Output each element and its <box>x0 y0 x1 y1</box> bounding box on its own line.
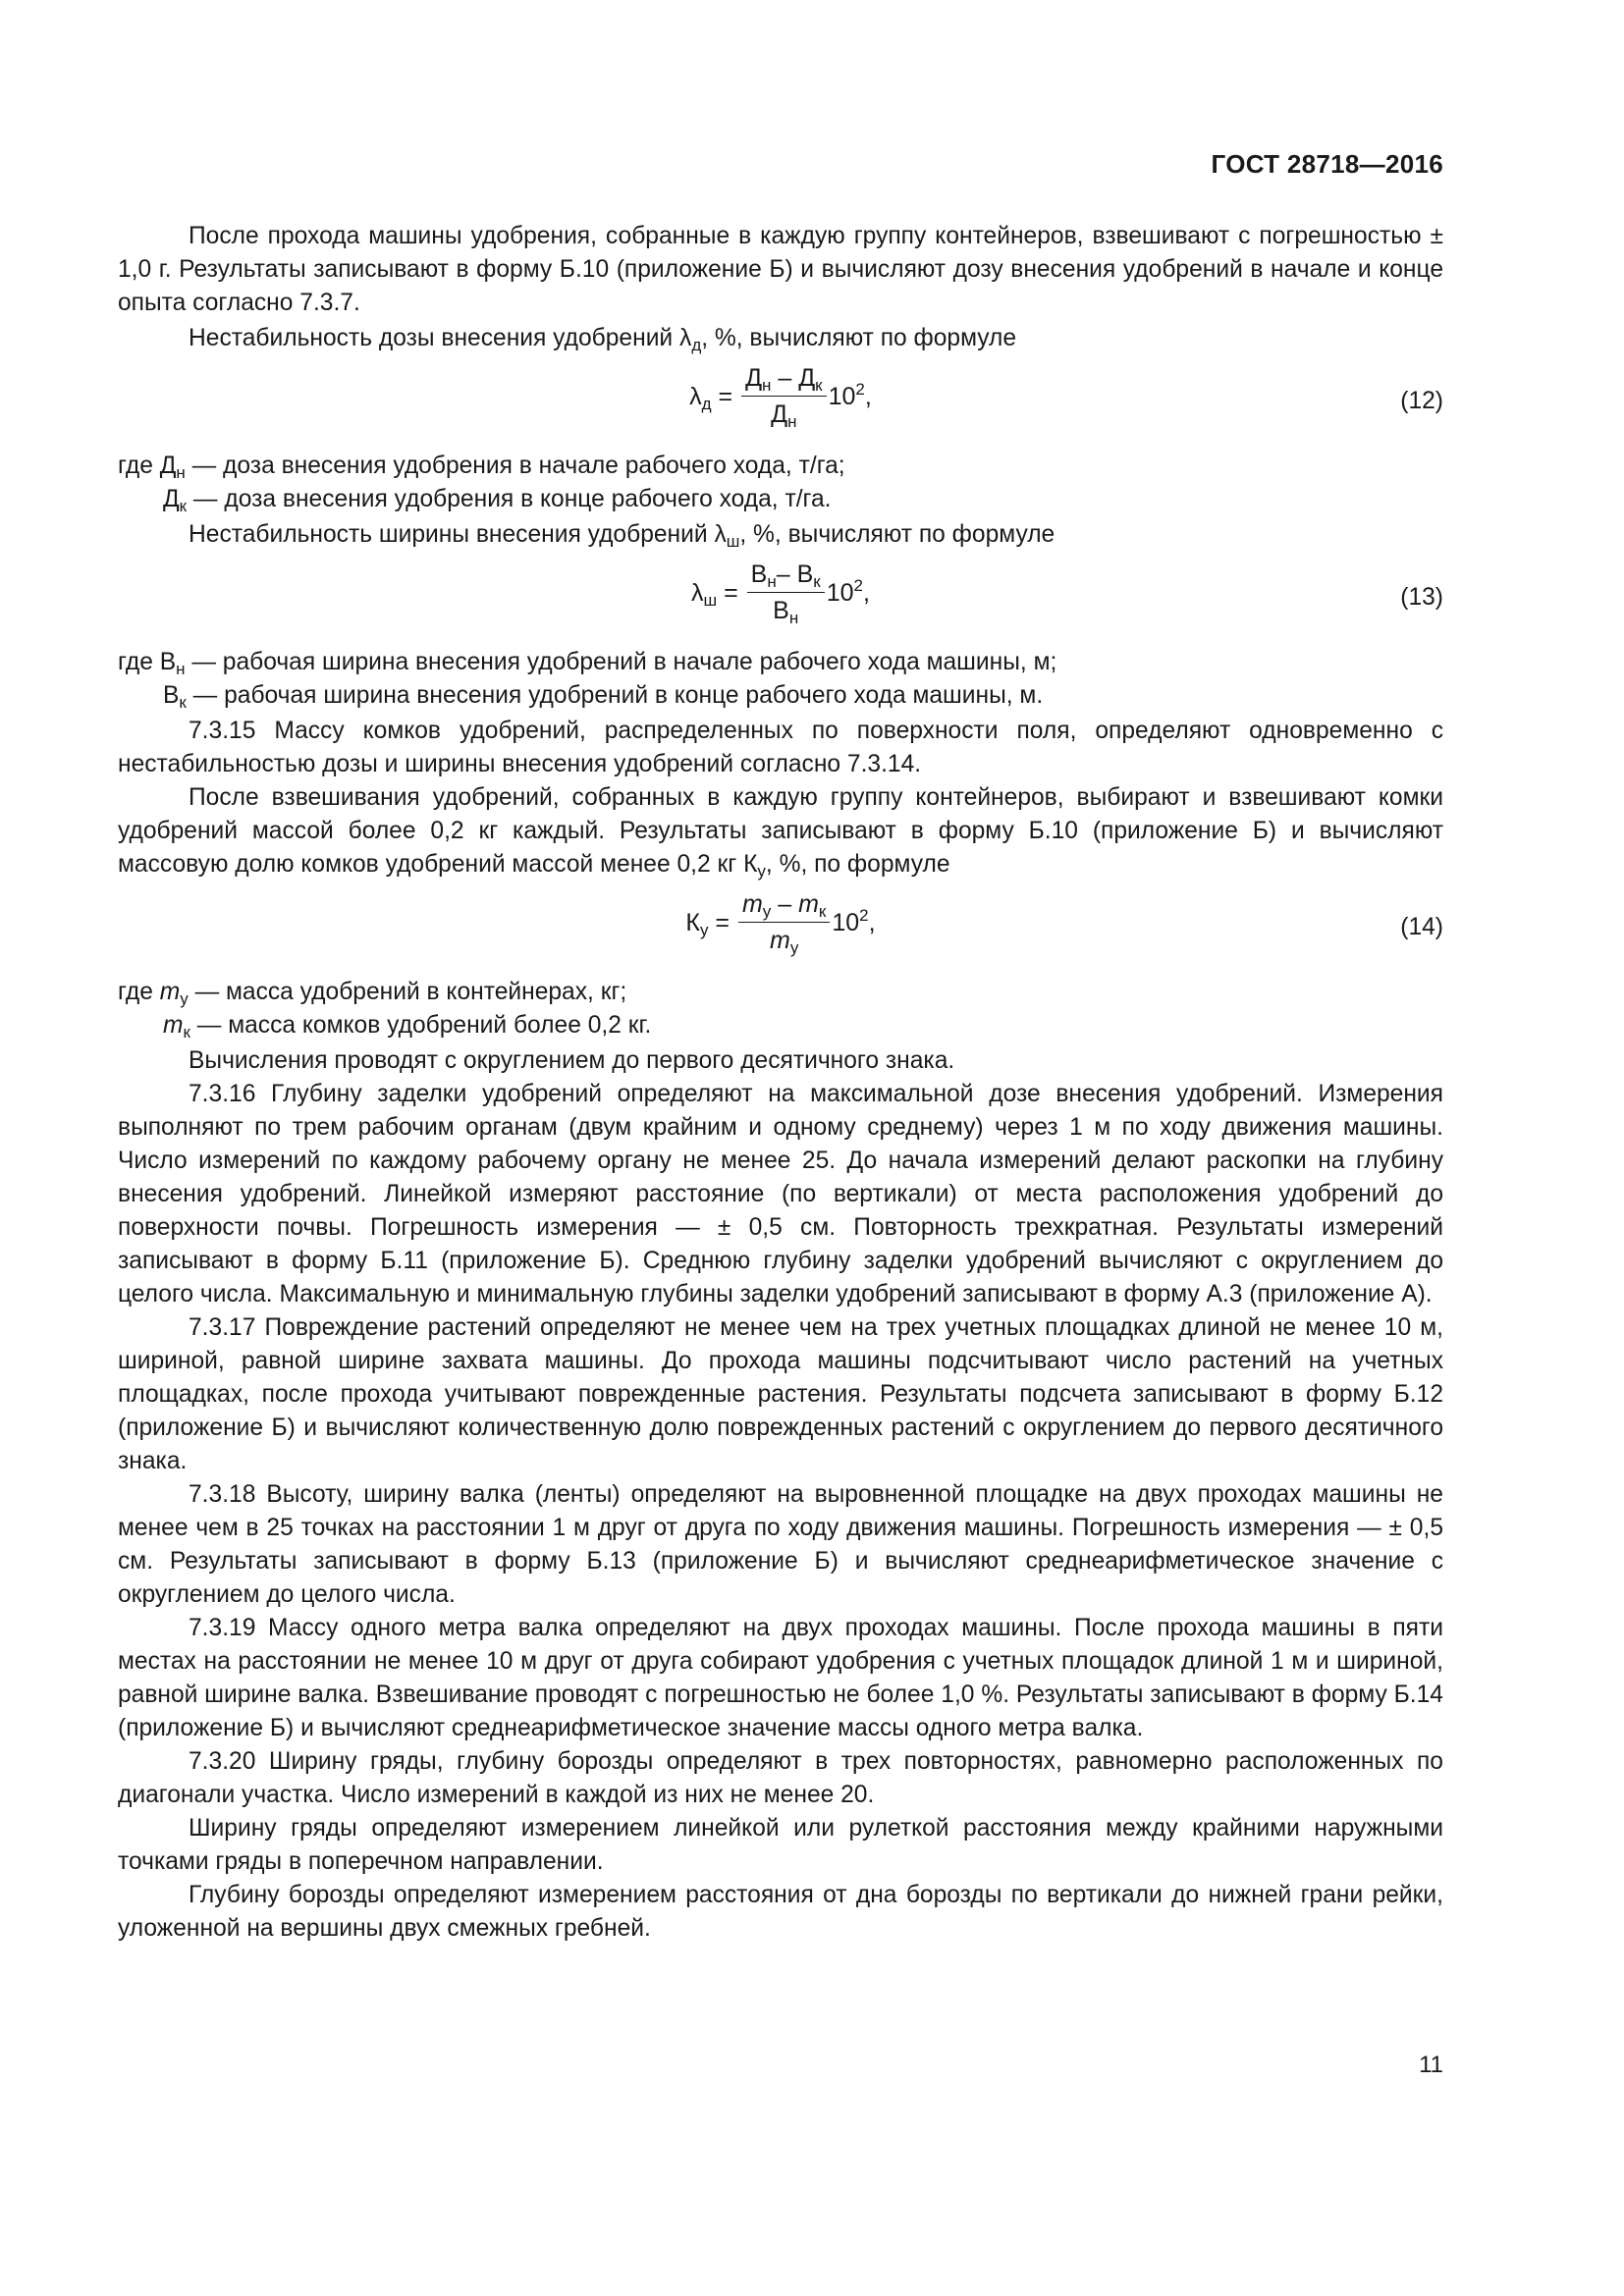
f14-denominator: $m_у$ <box>770 927 799 957</box>
paragraph-p7: 7.3.16 Глубину заделки удобрений определяют на максимальной дозе внесения удобрений. Измерения выполняют по трем рабочим органам (двум крайним и одному среднему) через 1 м по ходу движения машины. Число измерений по каждому рабочему органу не менее 25. До начала измерений делают раскопки на глубину внесения удобрений. Линейкой измеряют расстояние (по вертикали) от места расположения удобрений до поверхности почвы. Погрешность измерения — ± 0,5 см. Повторность трехкратная. Результаты измерений записывают в форму Б.11 (приложение Б). Среднюю глубину заделки удобрений вычисляют с округлением до целого числа. Максимальную и минимальную глубины заделки удобрений записывают в форму А.3 (приложение А). <box>118 1081 1443 1308</box>
paragraph-p5: После взвешивания удобрений, собранных в каждую группу контейнеров, выбирают и взвешивают комки удобрений массой более 0,2 кг каждый. Результаты записывают в форму Б.10 (приложение Б) и вычисляют массовую долю комков удобрений массой менее 0,2 кг $К_у$, %, по формуле <box>118 784 1443 881</box>
paragraph-p1: После прохода машины удобрения, собранные в каждую группу контейнеров, взвешивают с погрешностью ± 1,0 г. Результаты записывают в форму Б.10 (приложение Б) и вычисляют дозу внесения удобрений в начале и конце опыта согласно 7.3.7. <box>118 223 1443 316</box>
formula-14-expression <box>118 887 1443 957</box>
f14-numerator: $m_у - m_к$ <box>738 887 830 923</box>
where-14-1: где $m_у$ — масса удобрений в контейнерах, кг; <box>118 979 627 1008</box>
formula-13-number: (13) <box>1400 584 1443 611</box>
page-number: 11 <box>1419 2052 1443 2078</box>
f12-lhs: $\lambda_д$ <box>689 382 712 413</box>
paragraph-p11: 7.3.20 Ширину гряды, глубину борозды определяют в трех повторностях, равномерно расположенных по диагонали участка. Число измерений в каждой из них не менее 20. <box>118 1748 1443 1808</box>
f13-equals: = <box>717 578 745 607</box>
f12-fraction <box>741 361 827 431</box>
formula-12 <box>118 361 1443 446</box>
formula-12-number: (12) <box>1400 388 1443 414</box>
f14-multiplier: $10^2$, <box>832 905 876 936</box>
formula-14 <box>118 887 1443 972</box>
f13-numerator: $В_н-$ $В_к$ <box>747 558 825 593</box>
formula-13-expression <box>118 558 1443 627</box>
where-12-2: $Д_к$ — доза внесения удобрения в конце рабочего хода, т/га. <box>163 486 832 515</box>
f13-denominator: $В_н$ <box>773 597 799 627</box>
paragraph-p10: 7.3.19 Массу одного метра валка определяют на двух проходах машины. После прохода машины в пяти местах на расстоянии не менее 10 м друг от друга собирают удобрения с учетных площадок длиной 1 м и шириной, равной ширине валка. Взвешивание проводят с погрешностью не более 1,0 %. Результаты записывают в форму Б.14 (приложение Б) и вычисляют среднеарифметическое значение массы одного метра валка. <box>118 1615 1443 1741</box>
document-body <box>118 220 1443 1946</box>
paragraph-p12: Ширину гряды определяют измерением линейкой или рулеткой расстояния между крайними наружными точками гряды в поперечном направлении. <box>118 1815 1443 1875</box>
paragraph-p2 <box>118 322 1443 355</box>
f12-denominator: $Д_н$ <box>771 400 797 431</box>
where-12-1: где $Д_н$ — доза внесения удобрения в начале рабочего хода, т/га; <box>118 453 845 482</box>
f14-fraction <box>738 887 830 957</box>
where-13-1: где $В_н$ — рабочая ширина внесения удобрений в начале рабочего хода машины, м; <box>118 649 1057 678</box>
paragraph-p9: 7.3.18 Высоту, ширину валка (ленты) определяют на выровненной площадке на двух проходах машины не менее чем в 25 точках на расстоянии 1 м друг от друга по ходу движения машины. Погрешность измерения — ± 0,5 см. Результаты записывают в форму Б.13 (приложение Б) и вычисляют среднеарифметическое значение с округлением до целого числа. <box>118 1481 1443 1608</box>
formula-12-expression <box>118 361 1443 431</box>
f13-fraction <box>747 558 825 627</box>
where-13-2: $В_к$ — рабочая ширина внесения удобрений в конце рабочего хода машины, м. <box>163 682 1044 712</box>
paragraph-p6: Вычисления проводят с округлением до первого десятичного знака. <box>189 1047 955 1074</box>
f13-multiplier: $10^2$, <box>826 575 870 607</box>
f13-lhs: $\lambda_ш$ <box>691 578 718 610</box>
where-14-2: $m_к$ — масса комков удобрений более 0,2 кг. <box>163 1012 652 1041</box>
p2-post: , %, вычисляют по формуле <box>701 325 1017 351</box>
f14-lhs: $К_у$ <box>685 908 709 939</box>
f12-numerator: $Д_н - Д_к$ <box>741 361 827 397</box>
paragraph-p4: 7.3.15 Массу комков удобрений, распределенных по поверхности поля, определяют одновременно с нестабильностью дозы и ширины внесения удобрений согласно 7.3.14. <box>118 718 1443 777</box>
paragraph-p8: 7.3.17 Повреждение растений определяют не менее чем на трех учетных площадках длиной не менее 10 м, шириной, равной ширине захвата машины. До прохода машины подсчитывают число растений на учетных площадках, после прохода учитывают поврежденные растения. Результаты подсчета записывают в форму Б.12 (приложение Б) и вычисляют количественную долю поврежденных растений с округлением до первого десятичного знака. <box>118 1314 1443 1474</box>
formula-14-number: (14) <box>1400 914 1443 940</box>
f14-equals: = <box>708 908 736 936</box>
document-header: ГОСТ 28718—2016 <box>1211 149 1443 179</box>
p2-sub: д <box>691 336 702 354</box>
f12-equals: = <box>711 382 740 410</box>
formula-13 <box>118 558 1443 642</box>
f12-multiplier: $10^2$, <box>828 379 872 410</box>
paragraph-p13: Глубину борозды определяют измерением расстояния от дна борозды по вертикали до нижней грани рейки, уложенной на вершины двух смежных гребней. <box>118 1882 1443 1942</box>
paragraph-p3: Нестабильность ширины внесения удобрений $\lambda_ш$, %, вычисляют по формуле <box>189 521 1056 551</box>
p2-pre: Нестабильность дозы внесения удобрений λ <box>189 325 692 351</box>
